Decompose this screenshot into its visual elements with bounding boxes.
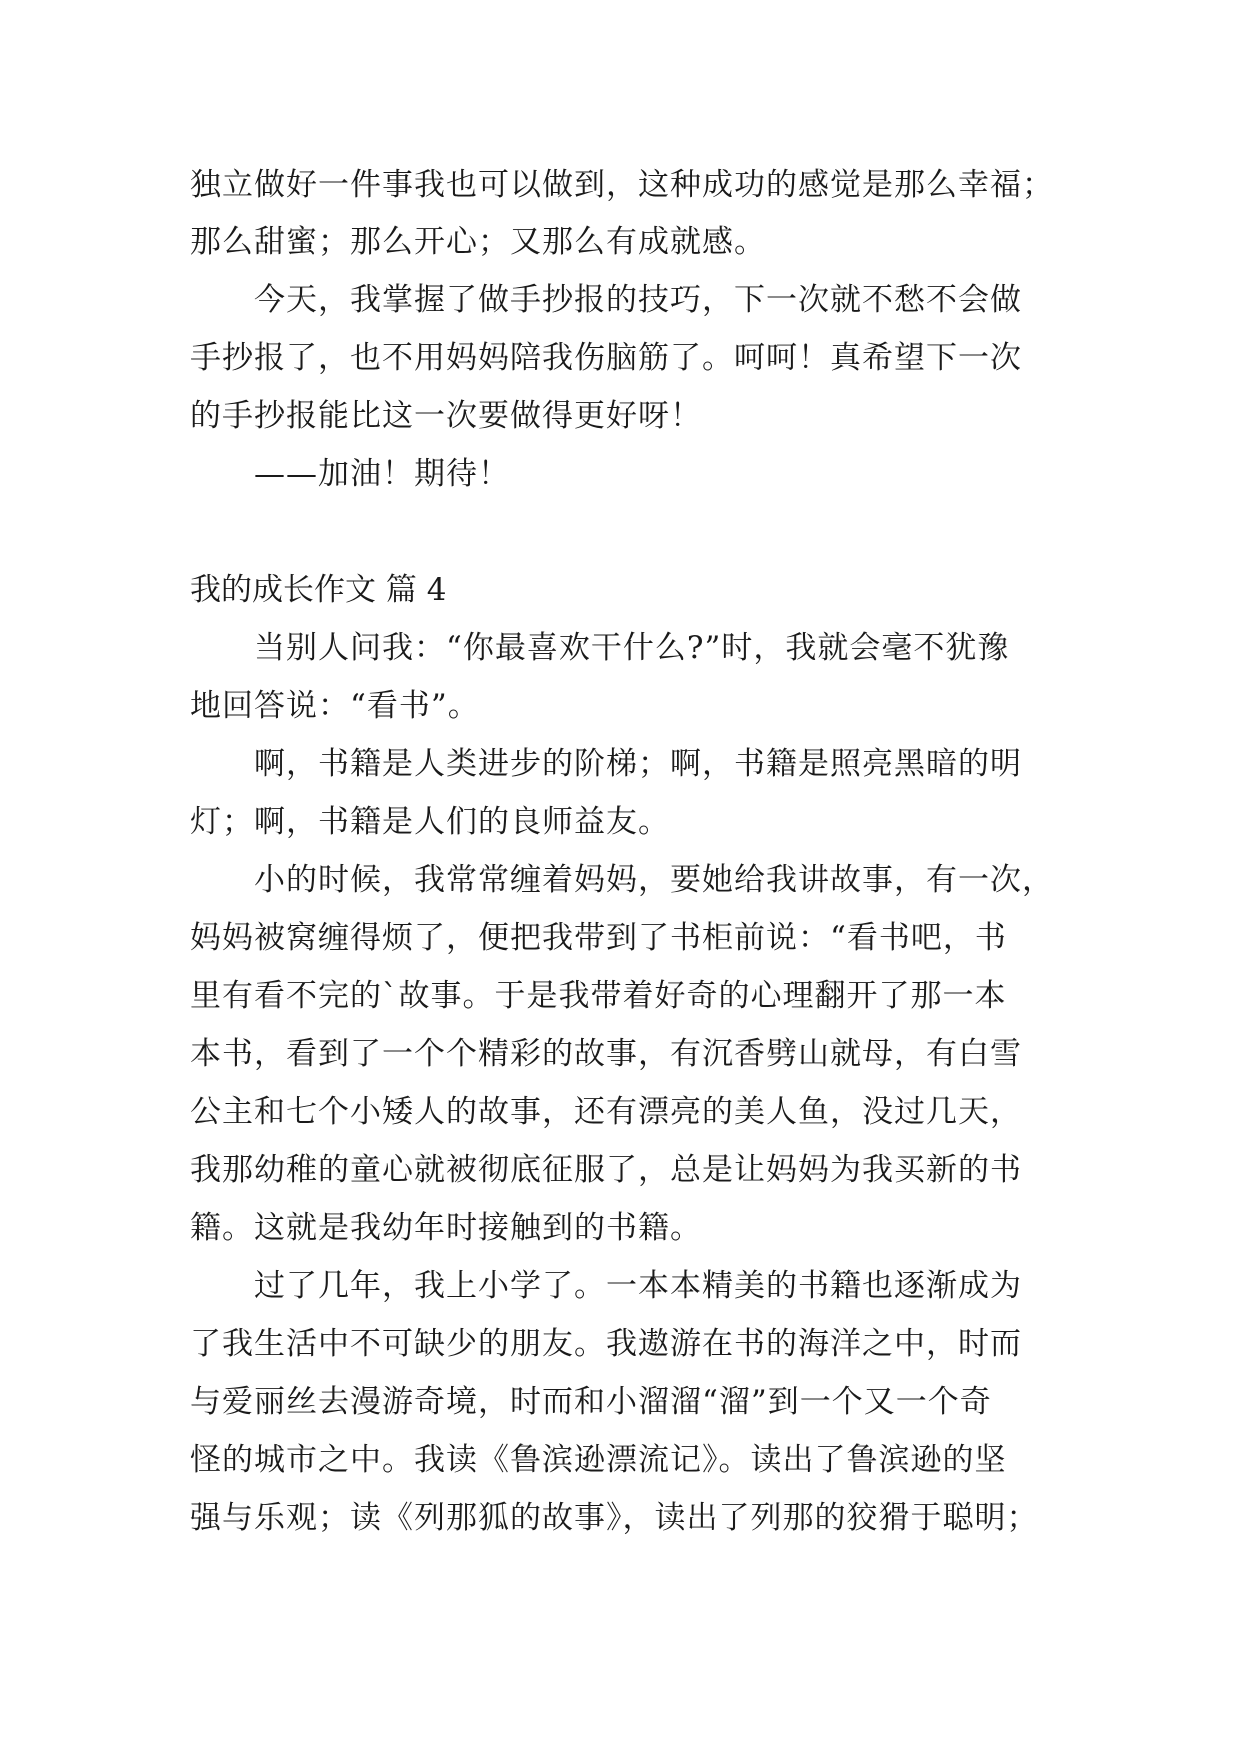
section-title: 我的成长作文 篇 4 <box>190 572 447 608</box>
text-line: 妈妈被窝缠得烦了，便把我带到了书柜前说：“看书吧，书 <box>190 920 1007 956</box>
text-line: 强与乐观；读《列那狐的故事》，读出了列那的狡猾于聪明； <box>190 1500 1039 1536</box>
text-line: 那么甜蜜；那么开心；又那么有成就感。 <box>190 224 766 260</box>
paragraph-start: 当别人问我：“你最喜欢干什么?”时，我就会毫不犹豫 <box>254 630 1010 666</box>
text-line: 我那幼稚的童心就被彻底征服了，总是让妈妈为我买新的书 <box>190 1152 1022 1188</box>
text-line: 地回答说：“看书”。 <box>190 688 480 724</box>
text-line: 独立做好一件事我也可以做到，这种成功的感觉是那么幸福； <box>190 167 1054 203</box>
paragraph-start: 今天，我掌握了做手抄报的技巧，下一次就不愁不会做 <box>254 282 1022 318</box>
text-line: 籍。这就是我幼年时接触到的书籍。 <box>190 1210 702 1246</box>
text-line: 灯；啊，书籍是人们的良师益友。 <box>190 804 670 840</box>
text-line: 本书，看到了一个个精彩的故事，有沉香劈山就母，有白雪 <box>190 1036 1022 1072</box>
text-line: 怪的城市之中。我读《鲁滨逊漂流记》。读出了鲁滨逊的坚 <box>190 1442 1007 1478</box>
closing-line: ——加油！期待！ <box>254 456 510 492</box>
paragraph-start: 小的时候，我常常缠着妈妈，要她给我讲故事，有一次， <box>254 862 1054 898</box>
text-line: 公主和七个小矮人的故事，还有漂亮的美人鱼，没过几天， <box>190 1094 1022 1130</box>
text-line: 手抄报了，也不用妈妈陪我伤脑筋了。呵呵！真希望下一次 <box>190 340 1022 376</box>
text-line: 与爱丽丝去漫游奇境，时而和小溜溜“溜”到一个又一个奇 <box>190 1384 992 1420</box>
paragraph-start: 啊，书籍是人类进步的阶梯；啊，书籍是照亮黑暗的明 <box>254 746 1022 782</box>
text-line: 的手抄报能比这一次要做得更好呀！ <box>190 398 702 434</box>
paragraph-start: 过了几年，我上小学了。一本本精美的书籍也逐渐成为 <box>254 1268 1022 1304</box>
text-line: 里有看不完的`故事。于是我带着好奇的心理翻开了那一本 <box>190 978 1007 1014</box>
text-line: 了我生活中不可缺少的朋友。我遨游在书的海洋之中，时而 <box>190 1326 1022 1362</box>
